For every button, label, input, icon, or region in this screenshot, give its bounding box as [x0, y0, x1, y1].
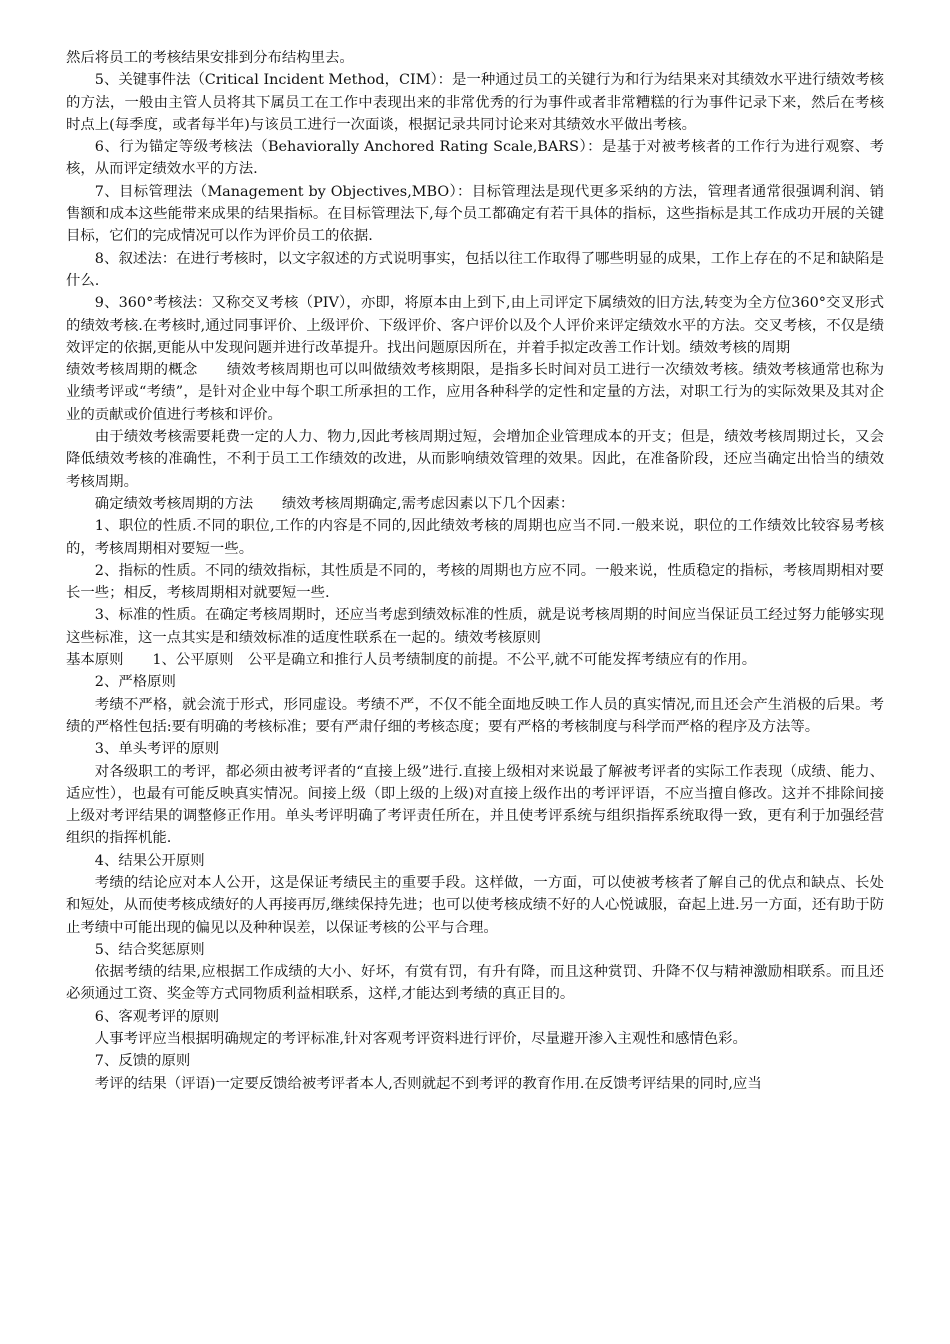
paragraph: 然后将员工的考核结果安排到分布结构里去。 — [66, 50, 354, 66]
section-heading: 4、结果公开原则 — [94, 852, 205, 869]
paragraph: 依据考绩的结果,应根据工作成绩的大小、好坏，有赏有罚，有升有降，而且这种赏罚、升降不仅与精神激励相联系。而且还必须通过工资、奖金等方式同物质利益相联系，这样,才能达到考绩的真正目的。 — [66, 964, 884, 1003]
paragraph: 对各级职工的考评，都必须由被考评者的“直接上级”进行.直接上级相对来说最了解被考评者的实际工作表现（成绩、能力、适应性），也最有可能反映真实情况。间接上级（即上级的上级)对直接上级作出的考评评语，不应当擅自修改。这并不排除间接上级对考评结果的调整修正作用。单头考评明确了考评责任所在，并且使考评系统与组织指挥系统取得一致，更有利于加强经营组织的指挥机能. — [66, 763, 884, 847]
paragraph: 2、指标的性质。不同的绩效指标，其性质是不同的，考核的周期也方应不同。一般来说，性质稳定的指标，考核周期相对要长一些；相反，考核周期相对就要短一些. — [66, 562, 884, 602]
section-heading: 6、客观考评的原则 — [94, 1008, 220, 1025]
section-heading: 7、反馈的原则 — [94, 1053, 191, 1070]
paragraph: 7、目标管理法（Management by Objectives,MBO）：目标管理法是现代更多采纳的方法，管理者通常很强调利润、销售额和成本这些能带来成果的结果指标。在目标管理法下,每个员工都确定有若干具体的指标，这些指标是其工作成功开展的关键目标，它们的完成情况可以作为评价员工的依据. — [66, 183, 884, 245]
paragraph: 人事考评应当根据明确规定的考评标准,针对客观考评资料进行评价，尽量避开渗入主观性和感情色彩。 — [94, 1031, 747, 1048]
paragraph: 考绩的结论应对本人公开，这是保证考绩民主的重要手段。这样做，一方面，可以使被考核者了解自己的优点和缺点、长处和短处，从而使考核成绩好的人再接再厉,继续保持先进；也可以使考核成绩不好的人心悦诚服，奋起上进.另一方面，还有助于防止考绩中可能出现的偏见以及种种误差，以保证考核的公平与合理。 — [66, 874, 884, 936]
paragraph: 8、叙述法：在进行考核时，以文字叙述的方式说明事实，包括以往工作取得了哪些明显的成果，工作上存在的不足和缺陷是什么. — [66, 250, 884, 289]
paragraph: 绩效考核周期的概念 绩效考核周期也可以叫做绩效考核期限，是指多长时间对员工进行一次绩效考核。绩效考核通常也称为业绩考评或“考绩”，是针对企业中每个职工所承担的工作，应用各种科学的定性和定量的方法，对职工行为的实际效果及其对企业的贡献或价值进行考核和评价。 — [66, 362, 884, 423]
paragraph: 9、360°考核法：又称交叉考核（PIV），亦即，将原本由上到下,由上司评定下属绩效的旧方法,转变为全方位360°交叉形式的绩效考核.在考核时,通过同事评价、上级评价、下级评价、客户评价以及个人评价来评定绩效水平的方法。交叉考核，不仅是绩效评定的依据,更能从中发现问题并进行改革提升。找出问题原因所在，并着手拟定改善工作计划。绩效考核的周期 — [66, 295, 884, 356]
paragraph: 基本原则 1、公平原则 公平是确立和推行人员考绩制度的前提。不公平,就不可能发挥考绩应有的作用。 — [66, 652, 757, 669]
paragraph: 3、标准的性质。在确定考核周期时，还应当考虑到绩效标准的性质，就是说考核周期的时间应当保证员工经过努力能够实现这些标准，这一点其实是和绩效标准的适度性联系在一起的。绩效考核原则 — [66, 607, 884, 646]
paragraph: 考绩不严格，就会流于形式，形同虚设。考绩不严，不仅不能全面地反映工作人员的真实情况,而且还会产生消极的后果。考绩的严格性包括:要有明确的考核标准；要有严肃仔细的考核态度；要有严格的考核制度与科学而严格的程序及方法等。 — [66, 696, 884, 735]
paragraph: 考评的结果（评语)一定要反馈给被考评者本人,否则就起不到考评的教育作用.在反馈考评结果的同时,应当 — [94, 1075, 762, 1092]
paragraph: 1、职位的性质.不同的职位,工作的内容是不同的,因此绩效考核的周期也应当不同.一般来说，职位的工作绩效比较容易考核的，考核周期相对要短一些。 — [66, 518, 884, 557]
paragraph: 确定绩效考核周期的方法 绩效考核周期确定,需考虑因素以下几个因素： — [94, 495, 575, 512]
paragraph: 6、行为锚定等级考核法（Behaviorally Anchored Rating Scale,BARS）：是基于对被考核者的工作行为进行观察、考核，从而评定绩效水平的方法. — [66, 139, 884, 178]
paragraph: 由于绩效考核需要耗费一定的人力、物力,因此考核周期过短，会增加企业管理成本的开支；但是，绩效考核周期过长，又会降低绩效考核的准确性，不利于员工工作绩效的改进，从而影响绩效管理的效果。因此，在准备阶段，还应当确定出恰当的绩效考核周期。 — [66, 429, 884, 490]
section-heading: 5、结合奖惩原则 — [94, 941, 205, 958]
paragraph: 5、关键事件法（Critical Incident Method，CIM）：是一种通过员工的关键行为和行为结果来对其绩效水平进行绩效考核的方法，一般由主管人员将其下属员工在工作中表现出来的非常优秀的行为事件或者非常糟糕的行为事件记录下来，然后在考核时点上(每季度，或者每半年)与该员工进行一次面谈，根据记录共同讨论来对其绩效水平做出考核。 — [66, 72, 884, 133]
section-heading: 3、单头考评的原则 — [94, 741, 220, 758]
section-heading: 2、严格原则 — [94, 674, 176, 691]
